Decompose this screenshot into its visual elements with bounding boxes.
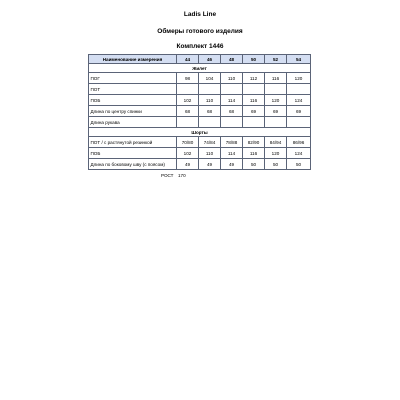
table-header-row [89, 55, 311, 64]
column-header-size-44: 44 [177, 55, 199, 64]
table-cell: 68 [199, 106, 221, 117]
column-header-name: Наименование измерения [89, 55, 177, 64]
document-title: Обмеры готового изделия [157, 28, 243, 35]
table-cell: 114 [221, 148, 243, 159]
table-cell: 110 [199, 95, 221, 106]
table-cell: 116 [243, 148, 265, 159]
table-cell: 49 [199, 159, 221, 170]
table-cell: 120 [265, 148, 287, 159]
table-cell: 50 [287, 159, 311, 170]
table-row [89, 137, 311, 148]
table-cell [199, 117, 221, 128]
table-cell: 110 [199, 148, 221, 159]
table-cell: 114 [221, 95, 243, 106]
table-cell [243, 117, 265, 128]
row-label: Длина рукава [89, 117, 177, 128]
table-cell [287, 84, 311, 95]
column-header-size-50: 50 [243, 55, 265, 64]
table-cell [221, 84, 243, 95]
table-cell: 102 [177, 95, 199, 106]
height-row [89, 170, 311, 181]
table-cell [265, 117, 287, 128]
table-cell: 120 [287, 73, 311, 84]
section-row-shorts [89, 128, 311, 137]
table-cell: 69 [265, 106, 287, 117]
table-cell [199, 84, 221, 95]
column-header-size-46: 46 [199, 55, 221, 64]
table-cell: 69 [287, 106, 311, 117]
kit-title: Комплект 1446 [176, 43, 224, 50]
table-cell: 116 [243, 95, 265, 106]
section-title-vest: Жилет [89, 64, 311, 73]
table-cell: 78/88 [221, 137, 243, 148]
table-cell: 68 [221, 106, 243, 117]
table-cell: 86/96 [287, 137, 311, 148]
table-cell: 110 [221, 73, 243, 84]
table-cell [243, 84, 265, 95]
table-row [89, 148, 311, 159]
table-cell: 70/80 [177, 137, 199, 148]
table-cell: 69 [243, 106, 265, 117]
table-row [89, 117, 311, 128]
table-cell: 74/84 [199, 137, 221, 148]
table-cell: 68 [177, 106, 199, 117]
section-title-shorts: Шорты [89, 128, 311, 137]
height-value: 170 [178, 172, 186, 178]
table-row [89, 84, 311, 95]
table-cell: 124 [287, 95, 311, 106]
table-cell [287, 117, 311, 128]
row-label: ПОБ [89, 95, 177, 106]
row-label: ПОГ [89, 73, 177, 84]
table-cell [221, 117, 243, 128]
section-row-vest [89, 64, 311, 73]
table-row [89, 95, 311, 106]
table-cell: 120 [265, 95, 287, 106]
row-label: ПОТ [89, 84, 177, 95]
row-label: ПОТ / с растянутой резинкой [89, 137, 177, 148]
table-cell: 102 [177, 148, 199, 159]
row-label: Длина по центру спинки [89, 106, 177, 117]
table-cell: 49 [221, 159, 243, 170]
size-chart-table [88, 54, 311, 180]
row-label: Длина по боковому шву (с поясом) [89, 159, 177, 170]
table-row [89, 106, 311, 117]
table-cell: 104 [199, 73, 221, 84]
table-cell: 98 [177, 73, 199, 84]
column-header-size-54: 54 [287, 55, 311, 64]
table-cell: 116 [265, 73, 287, 84]
table-cell: 82/90 [243, 137, 265, 148]
table-cell: 50 [243, 159, 265, 170]
table-cell [265, 84, 287, 95]
table-row [89, 159, 311, 170]
table-cell: 50 [265, 159, 287, 170]
brand-name: Ladis Line [183, 11, 217, 18]
table-cell [177, 117, 199, 128]
table-cell: 49 [177, 159, 199, 170]
table-cell: 84/94 [265, 137, 287, 148]
column-header-size-48: 48 [221, 55, 243, 64]
table-cell: 124 [287, 148, 311, 159]
row-label: ПОБ [89, 148, 177, 159]
table-cell: 112 [243, 73, 265, 84]
table-row [89, 73, 311, 84]
column-header-size-52: 52 [265, 55, 287, 64]
table-cell [177, 84, 199, 95]
height-label: РОСТ [160, 172, 174, 178]
